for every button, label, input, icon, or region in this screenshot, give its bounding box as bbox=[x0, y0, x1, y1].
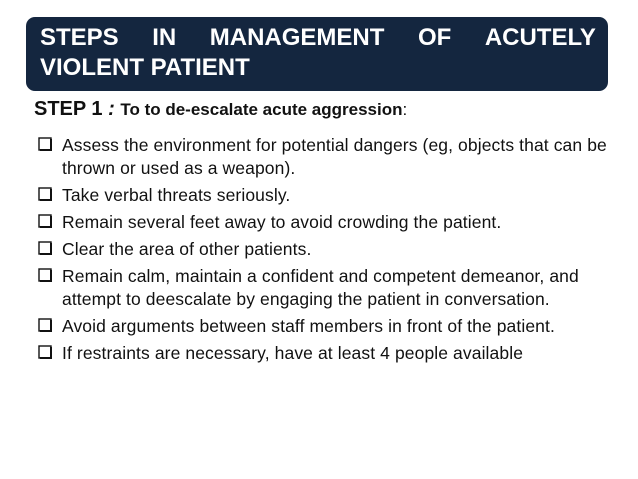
bullet-text: If restraints are necessary, have at least 4 people available bbox=[62, 343, 524, 363]
bullet-text: Assess the environment for potential dangers (eg, objects that can be thrown or used as a weapon). bbox=[62, 135, 607, 178]
title-word: ACUTELY bbox=[484, 24, 596, 51]
checkbox-square-icon bbox=[38, 318, 52, 332]
title-banner bbox=[26, 17, 608, 91]
title-line-1 bbox=[40, 23, 596, 53]
list-item bbox=[38, 238, 612, 261]
list-item bbox=[38, 134, 612, 180]
list-item bbox=[38, 342, 612, 365]
checkbox-square-icon bbox=[38, 345, 52, 359]
step-description: To to de-escalate acute aggression bbox=[120, 100, 403, 119]
title-word: OF bbox=[417, 24, 452, 51]
bullet-text: Clear the area of other patients. bbox=[62, 239, 312, 259]
step-heading bbox=[34, 96, 407, 123]
bullet-text: Remain calm, maintain a confident and competent demeanor, and attempt to deescalate by engaging the patient in conversation. bbox=[62, 266, 579, 309]
title-word: STEPS bbox=[40, 24, 119, 51]
checkbox-square-icon bbox=[38, 214, 52, 228]
checkbox-square-icon bbox=[38, 268, 52, 282]
checkbox-square-icon bbox=[38, 137, 52, 151]
title-line-2: VIOLENT PATIENT bbox=[40, 54, 250, 81]
bullet-text: Take verbal threats seriously. bbox=[62, 185, 291, 205]
checkbox-square-icon bbox=[38, 241, 52, 255]
checkbox-square-icon bbox=[38, 187, 52, 201]
list-item bbox=[38, 211, 612, 234]
step-trailing-colon: : bbox=[402, 100, 408, 119]
step-separator: : bbox=[102, 98, 121, 120]
title-word: IN bbox=[152, 24, 177, 51]
list-item bbox=[38, 184, 612, 207]
list-item bbox=[38, 315, 612, 338]
step-number: STEP 1 bbox=[34, 98, 103, 120]
bullet-text: Remain several feet away to avoid crowding the patient. bbox=[62, 212, 502, 232]
list-item bbox=[38, 265, 612, 311]
bullet-text: Avoid arguments between staff members in front of the patient. bbox=[62, 316, 555, 336]
title-word: MANAGEMENT bbox=[209, 24, 385, 51]
bullet-list bbox=[38, 134, 612, 369]
